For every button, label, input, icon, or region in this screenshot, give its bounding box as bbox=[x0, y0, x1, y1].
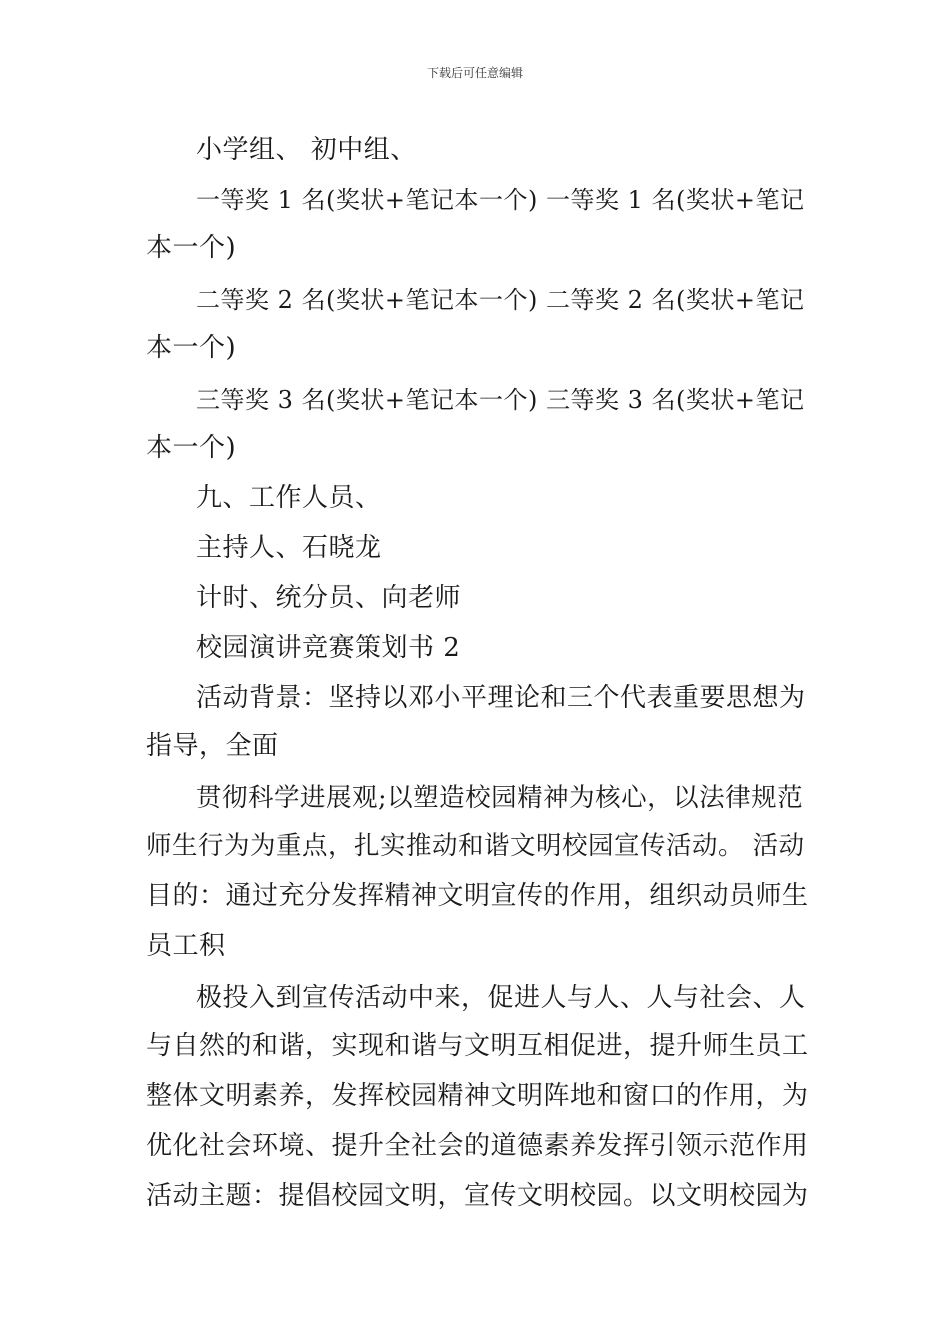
text-line: 二等奖 2 名(奖状+笔记本一个) 二等奖 2 名(奖状+笔记 bbox=[196, 286, 805, 314]
text-line: 师生行为为重点，扎实推动和谐文明校园宣传活动。 活动 bbox=[146, 831, 805, 861]
text-line: 贯彻科学进展观;以塑造校园精神为核心，以法律规范 bbox=[196, 783, 804, 813]
text-line: 计时、统分员、向老师 bbox=[196, 583, 462, 613]
text-line: 优化社会环境、提升全社会的道德素养发挥引领示范作用 bbox=[146, 1131, 809, 1161]
text-line: 整体文明素养，发挥校园精神文明阵地和窗口的作用，为 bbox=[146, 1081, 809, 1111]
text-line: 校园演讲竞赛策划书 2 bbox=[196, 633, 461, 663]
text-line: 小学组、 初中组、 bbox=[196, 135, 417, 165]
text-line: 本一个) bbox=[146, 333, 237, 363]
text-line: 三等奖 3 名(奖状+笔记本一个) 三等奖 3 名(奖状+笔记 bbox=[196, 386, 805, 414]
text-line: 极投入到宣传活动中来，促进人与人、人与社会、人 bbox=[196, 983, 806, 1013]
text-line: 一等奖 1 名(奖状+笔记本一个) 一等奖 1 名(奖状+笔记 bbox=[196, 186, 805, 214]
text-line: 本一个) bbox=[146, 433, 237, 463]
text-line: 活动主题：提倡校园文明，宣传文明校园。以文明校园为 bbox=[146, 1181, 809, 1211]
text-line: 活动背景：坚持以邓小平理论和三个代表重要思想为 bbox=[196, 683, 806, 713]
text-line: 员工积 bbox=[146, 931, 226, 961]
text-line: 与自然的和谐，实现和谐与文明互相促进，提升师生员工 bbox=[146, 1031, 809, 1061]
page-header: 下载后可任意编辑 bbox=[426, 66, 523, 80]
text-line: 目的：通过充分发挥精神文明宣传的作用，组织动员师生 bbox=[146, 881, 809, 911]
text-line: 指导，全面 bbox=[146, 731, 279, 761]
text-line: 本一个) bbox=[146, 233, 237, 263]
text-line: 主持人、石晓龙 bbox=[196, 533, 382, 563]
text-line: 九、工作人员、 bbox=[196, 483, 382, 513]
